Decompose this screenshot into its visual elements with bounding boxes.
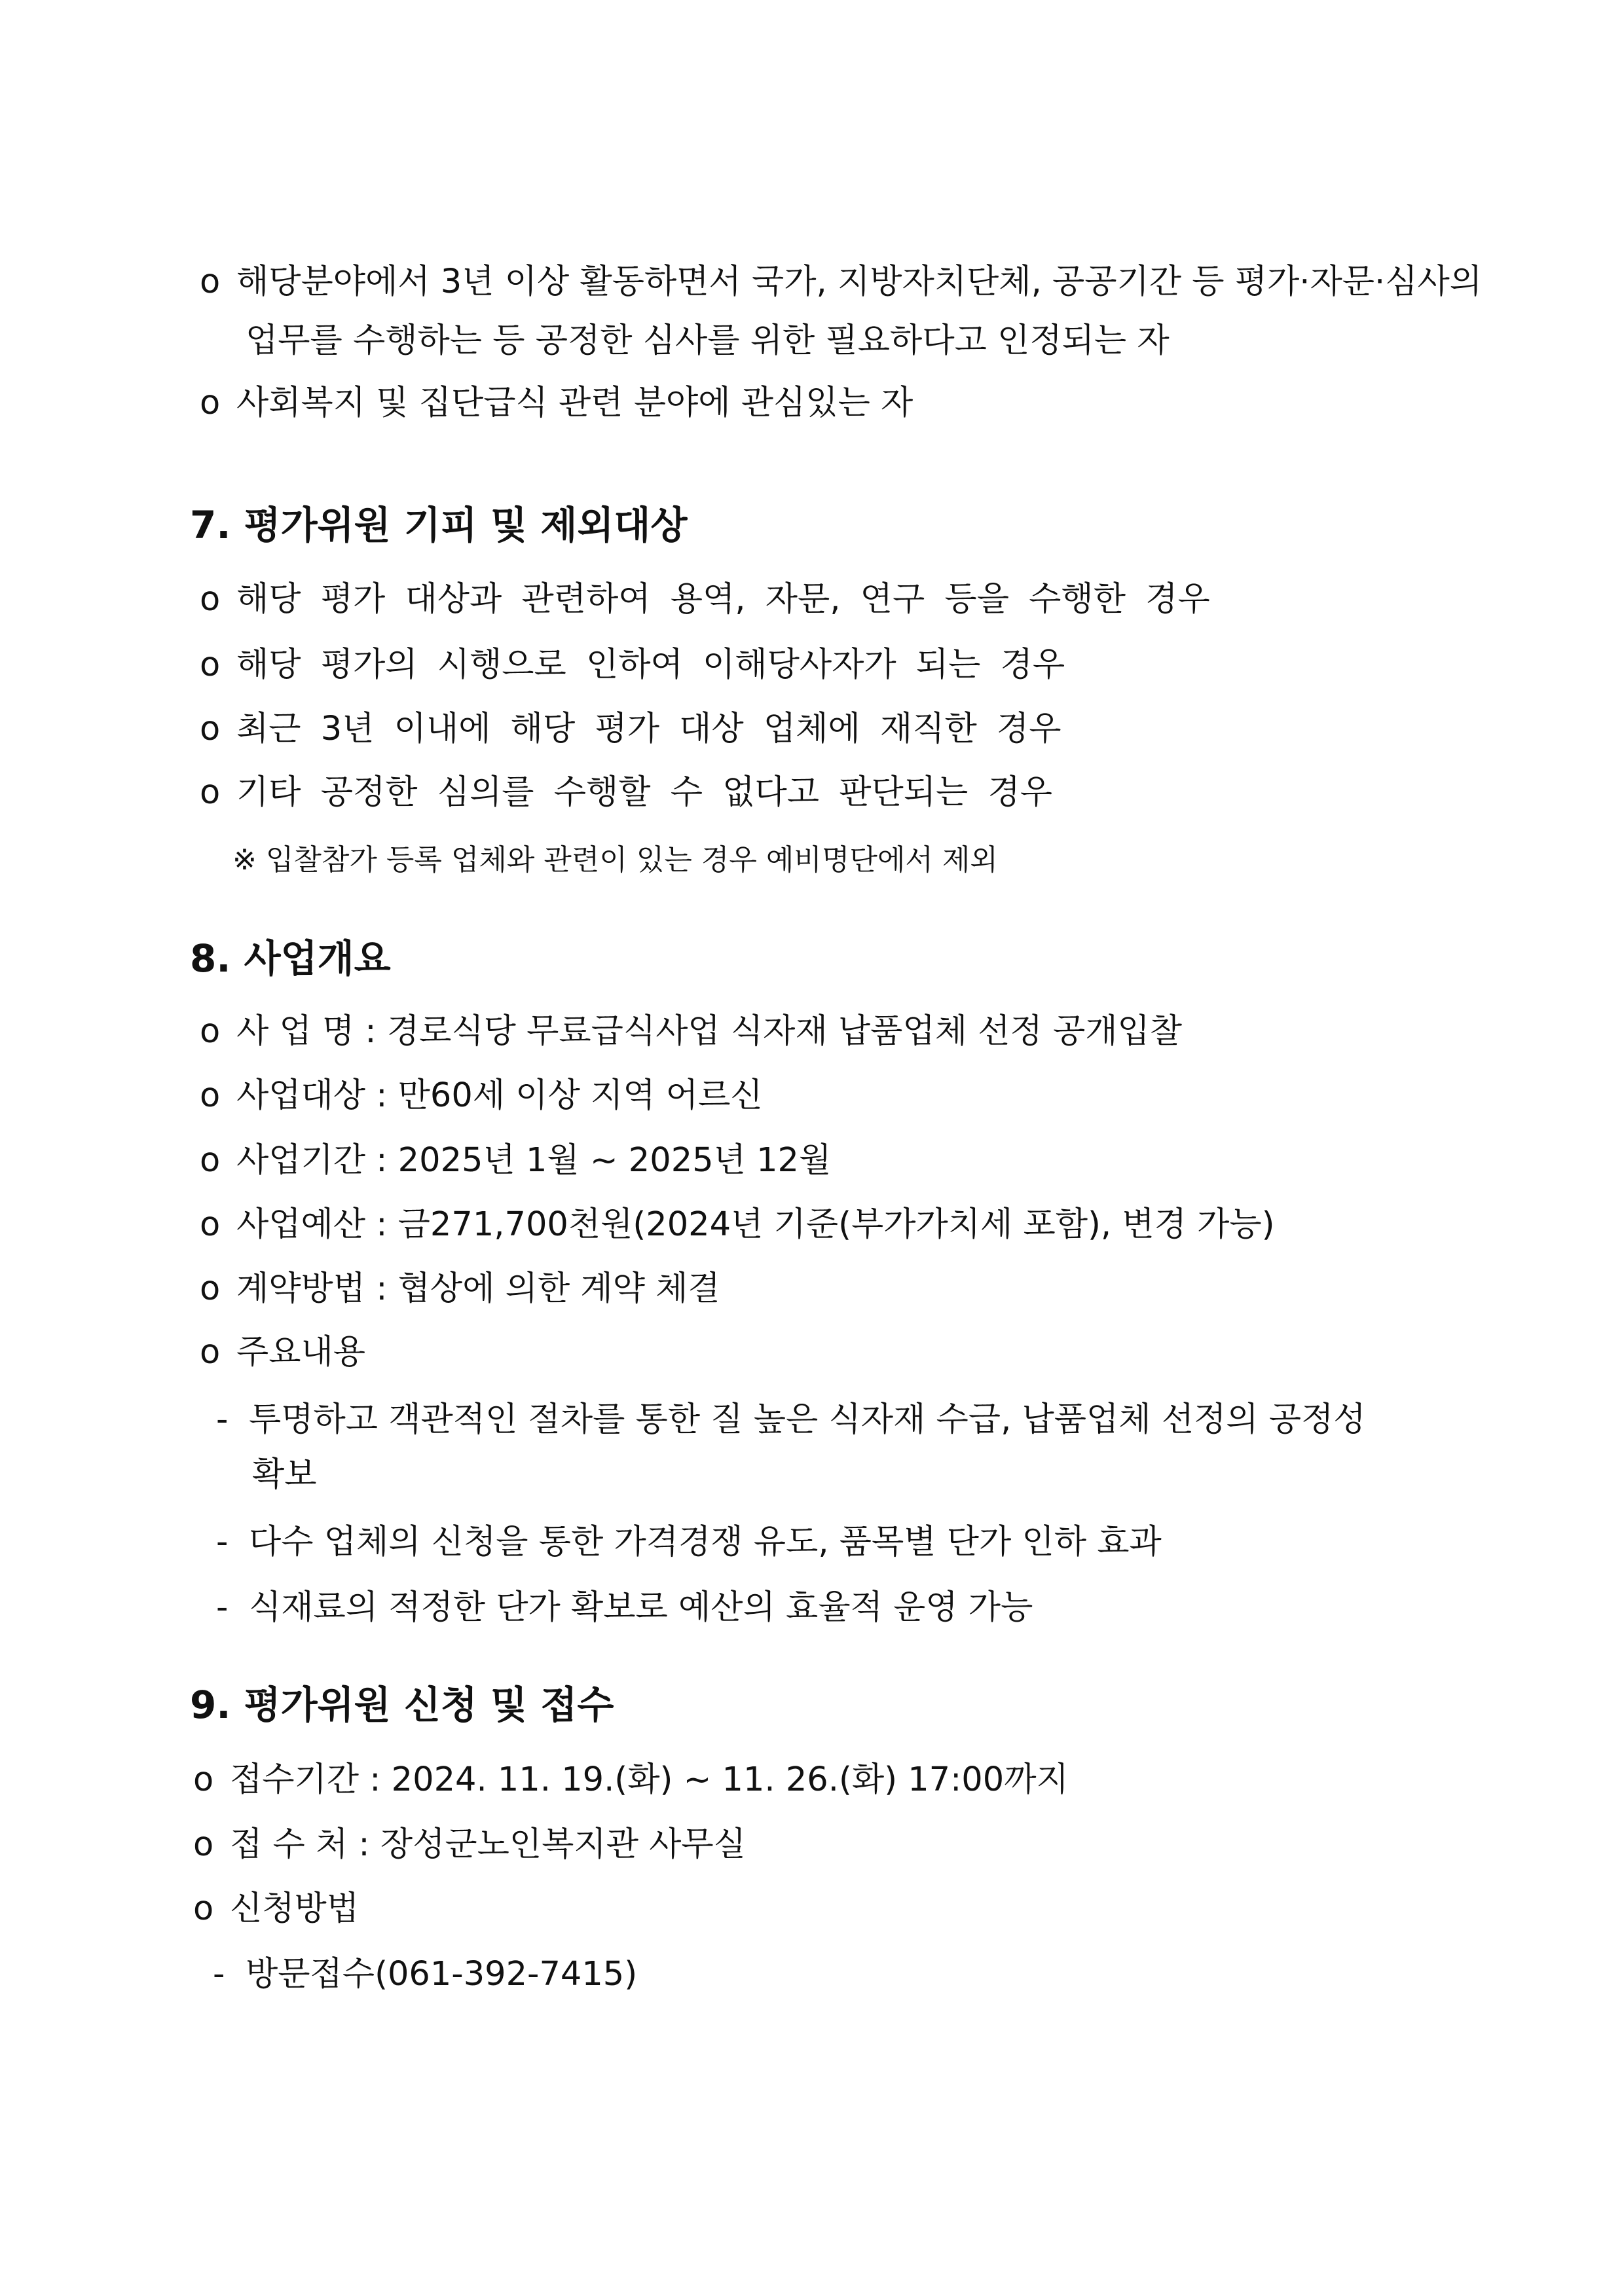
exclusion-text: 해당 평가의 시행으로 인하여 이해당사자가 되는 경우 <box>236 646 1065 684</box>
bullet-marker: o <box>200 646 221 684</box>
overview-sub-text: 투명하고 객관적인 절차를 통한 질 높은 식자재 수급, 납품업체 선정의 공정성 <box>249 1400 1366 1439</box>
application-item <box>193 1889 359 1929</box>
overview-text: 사업기간 : 2025년 1월 ~ 2025년 12월 <box>236 1141 832 1180</box>
application-item <box>193 1760 1069 1800</box>
dash-marker: - <box>213 1955 225 1994</box>
bullet-marker: o <box>200 1141 221 1180</box>
dash-marker: - <box>216 1523 229 1561</box>
overview-text: 사업예산 : 금271,700천원(2024년 기준(부가가치세 포함), 변경 가능) <box>236 1205 1275 1244</box>
application-text: 접수기간 : 2024. 11. 19.(화) ~ 11. 26.(화) 17:00까지 <box>230 1760 1069 1799</box>
section-9-heading: 9. 평가위원 신청 및 접수 <box>190 1683 614 1727</box>
exclusion-text: 기타 공정한 심의를 수행할 수 없다고 판단되는 경우 <box>236 773 1053 812</box>
overview-item <box>200 1269 720 1309</box>
exclusion-item <box>200 645 1065 685</box>
exclusion-note: ※ 입찰참가 등록 업체와 관련이 있는 경우 예비명단에서 제외 <box>232 843 998 877</box>
bullet-marker: o <box>200 773 221 812</box>
eligibility-item <box>200 383 913 423</box>
bullet-marker: o <box>200 1205 221 1244</box>
eligibility-text: 업무를 수행하는 등 공정한 심사를 위한 필요하다고 인정되는 자 <box>246 321 1170 360</box>
bullet-marker: o <box>193 1760 214 1799</box>
overview-sub-item <box>216 1588 1033 1628</box>
overview-sub-text: 다수 업체의 신청을 통한 가격경쟁 유도, 품목별 단가 인하 효과 <box>249 1523 1162 1561</box>
eligibility-item-continuation <box>246 321 1170 361</box>
bullet-marker: o <box>200 1333 221 1372</box>
bullet-marker: o <box>193 1825 214 1864</box>
eligibility-item <box>200 262 1482 302</box>
overview-item <box>200 1011 1182 1051</box>
overview-text: 주요내용 <box>236 1333 366 1372</box>
application-sub-text: 방문접수(061-392-7415) <box>246 1955 638 1994</box>
bullet-marker: o <box>200 1269 221 1308</box>
application-text: 신청방법 <box>230 1889 360 1928</box>
bullet-marker: o <box>193 1889 214 1928</box>
bullet-marker: o <box>200 580 221 619</box>
overview-item <box>200 1332 365 1372</box>
overview-item <box>200 1205 1275 1245</box>
exclusion-text: 해당 평가 대상과 관련하여 용역, 자문, 연구 등을 수행한 경우 <box>236 580 1210 619</box>
overview-sub-text: 확보 <box>252 1455 317 1494</box>
bullet-marker: o <box>200 1012 221 1051</box>
bullet-marker: o <box>200 263 221 301</box>
overview-text: 계약방법 : 협상에 의한 계약 체결 <box>236 1269 720 1308</box>
exclusion-item <box>200 579 1210 619</box>
application-item <box>193 1825 746 1865</box>
overview-sub-item-continuation <box>252 1455 317 1495</box>
application-sub-item <box>213 1954 637 1994</box>
exclusion-text: 최근 3년 이내에 해당 평가 대상 업체에 재직한 경우 <box>236 710 1061 748</box>
overview-sub-item <box>216 1522 1162 1562</box>
bullet-marker: o <box>200 1076 221 1115</box>
section-8-heading: 8. 사업개요 <box>190 936 391 981</box>
dash-marker: - <box>216 1588 229 1627</box>
dash-marker: - <box>216 1400 229 1439</box>
eligibility-text: 사회복지 및 집단급식 관련 분야에 관심있는 자 <box>236 384 913 422</box>
application-text: 접 수 처 : 장성군노인복지관 사무실 <box>230 1825 746 1864</box>
overview-text: 사 업 명 : 경로식당 무료급식사업 식자재 납품업체 선정 공개입찰 <box>236 1012 1183 1051</box>
overview-sub-item <box>216 1400 1366 1440</box>
overview-item <box>200 1076 763 1116</box>
overview-item <box>200 1140 831 1180</box>
exclusion-item <box>200 773 1052 812</box>
bullet-marker: o <box>200 384 221 422</box>
overview-text: 사업대상 : 만60세 이상 지역 어르신 <box>236 1076 763 1115</box>
exclusion-item <box>200 709 1061 749</box>
eligibility-text: 해당분야에서 3년 이상 활동하면서 국가, 지방자치단체, 공공기간 등 평가·자문·심사의 <box>236 263 1483 301</box>
bullet-marker: o <box>200 710 221 748</box>
section-7-heading: 7. 평가위원 기피 및 제외대상 <box>190 503 688 547</box>
overview-sub-text: 식재료의 적정한 단가 확보로 예산의 효율적 운영 가능 <box>249 1588 1033 1627</box>
